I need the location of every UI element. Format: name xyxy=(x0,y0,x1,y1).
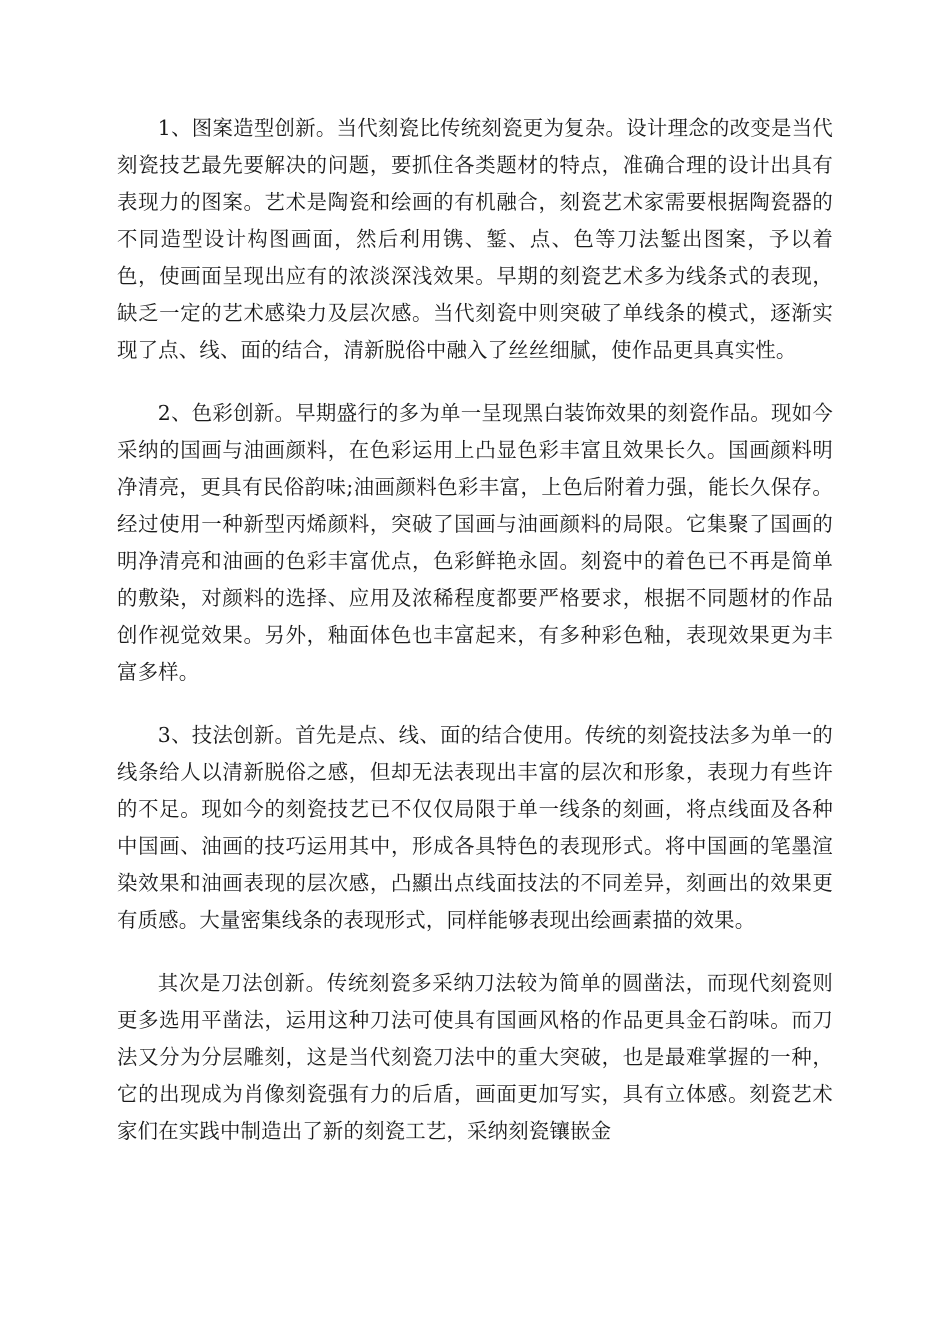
paragraph-pattern-innovation: 1、图案造型创新。当代刻瓷比传统刻瓷更为复杂。设计理念的改变是当代刻瓷技艺最先要解决的问题，要抓住各类题材的特点，准确合理的设计出具有表现力的图案。艺术是陶瓷和绘画的有机融合，刻瓷艺术家需要根据陶瓷器的不同造型设计构图画面，然后利用镌、錾、点、色等刀法錾出图案，予以着色，使画面呈现出应有的浓淡深浅效果。早期的刻瓷艺术多为线条式的表现，缺乏一定的艺术感染力及层次感。当代刻瓷中则突破了单线条的模式，逐渐实现了点、线、面的结合，清新脱俗中融入了丝丝细腻，使作品更具真实性。 xyxy=(117,116,833,362)
paragraph-knife-innovation: 其次是刀法创新。传统刻瓷多采纳刀法较为简单的圆凿法，而现代刻瓷则更多选用平凿法，运用这种刀法可使具有国画风格的作品更具金石韵味。而刀法又分为分层雕刻，这是当代刻瓷刀法中的重大突破，也是最难掌握的一种，它的出现成为肖像刻瓷强有力的后盾，画面更加写实，具有立体感。刻瓷艺术家们在实践中制造出了新的刻瓷工艺，采纳刻瓷镶嵌金 xyxy=(117,971,833,1143)
paragraph-color-innovation: 2、色彩创新。早期盛行的多为单一呈现黑白装饰效果的刻瓷作品。现如今采纳的国画与油画颜料，在色彩运用上凸显色彩丰富且效果长久。国画颜料明净清亮，更具有民俗韵味;油画颜料色彩丰富，上色后附着力强，能长久保存。经过使用一种新型丙烯颜料，突破了国画与油画颜料的局限。它集聚了国画的明净清亮和油画的色彩丰富优点，色彩鲜艳永固。刻瓷中的着色已不再是简单的敷染，对颜料的选择、应用及浓稀程度都要严格要求，根据不同题材的作品创作视觉效果。另外，釉面体色也丰富起来，有多种彩色釉，表现效果更为丰富多样。 xyxy=(117,401,833,684)
paragraph-technique-innovation: 3、技法创新。首先是点、线、面的结合使用。传统的刻瓷技法多为单一的线条给人以清新脱俗之感，但却无法表现出丰富的层次和形象，表现力有些许的不足。现如今的刻瓷技艺已不仅仅局限于单一线条的刻画，将点线面及各种中国画、油画的技巧运用其中，形成各具特色的表现形式。将中国画的笔墨渲染效果和油画表现的层次感，凸顯出点线面技法的不同差异，刻画出的效果更有质感。大量密集线条的表现形式，同样能够表现出绘画素描的效果。 xyxy=(117,723,833,932)
document-body xyxy=(117,110,833,1176)
